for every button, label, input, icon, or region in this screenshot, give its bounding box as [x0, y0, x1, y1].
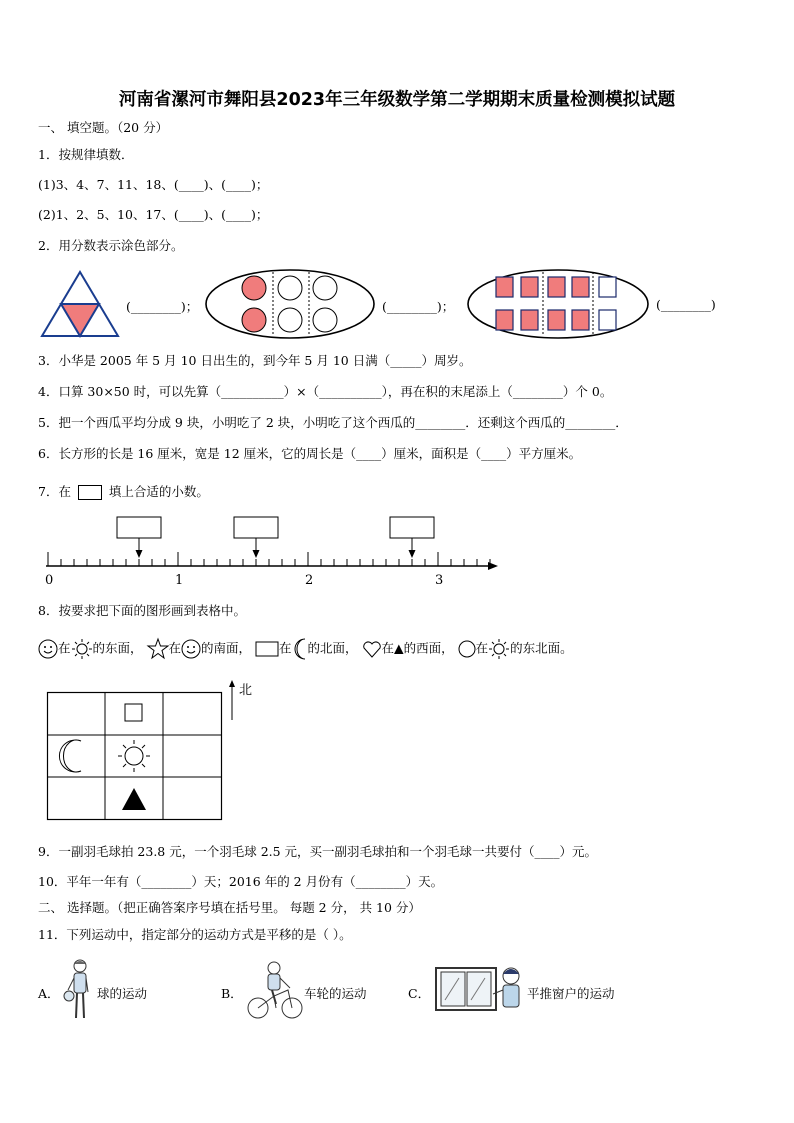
q8-grid [47, 692, 222, 820]
bicycle-icon [246, 960, 304, 1022]
q8-text-3: 在 [168, 640, 182, 656]
option-a-letter[interactable]: A． [38, 986, 60, 1001]
section-1-heading: 一、 填空题。（20 分） [38, 120, 169, 135]
circle-icon [458, 640, 476, 658]
q1-part-a: (1)3、4、7、11、18、(____)、(____)； [38, 177, 269, 192]
q8-text-9: 的东北面。 [510, 640, 573, 656]
q8-instructions [38, 638, 573, 660]
smiley-icon [38, 639, 58, 659]
pointer-arrowhead [409, 550, 416, 558]
q8-text-5: 在 [279, 640, 292, 656]
q7-number-line [38, 512, 508, 590]
option-a-text: 球的运动 [97, 986, 148, 1001]
q8-text-8: 在 [475, 640, 489, 656]
q2-blank-2: (________)； [382, 299, 455, 314]
q2-blank-1: (________)； [126, 299, 199, 314]
sun-icon [488, 638, 510, 660]
answer-box[interactable] [390, 517, 434, 538]
heart-icon [362, 640, 382, 658]
q2-squares-figure [466, 268, 650, 340]
pointer-arrowhead [253, 550, 260, 558]
rectangle-icon [255, 641, 279, 657]
q3: 3．小华是 2005 年 5 月 10 日出生的，到今年 5 月 10 日满（_____）周岁。 [38, 353, 472, 368]
option-b-text: 车轮的运动 [304, 986, 367, 1001]
star-icon [147, 638, 169, 660]
q8-stem: 8．按要求把下面的图形画到表格中。 [38, 603, 246, 618]
north-label: 北 [239, 683, 253, 698]
q2-stem: 2．用分数表示涂色部分。 [38, 238, 184, 253]
answer-box[interactable] [117, 517, 161, 538]
q9: 9．一副羽毛球拍 23.8 元，一个羽毛球 2.5 元，买一副羽毛球拍和一个羽毛球一共要付（____）元。 [38, 844, 598, 859]
q8-text-1: 在 [58, 640, 71, 656]
person-ball-icon [62, 958, 98, 1022]
pointer-arrowhead [136, 550, 143, 558]
q1-stem: 1．按规律填数． [38, 147, 134, 162]
sun-icon [71, 638, 93, 660]
q2-blank-3: (________) [656, 297, 716, 312]
tick-label: 3 [435, 573, 444, 588]
q2-circles-figure [204, 268, 376, 340]
q4: 4．口算 30×50 时，可以先算（__________）×（__________），再在积的末尾添上（________）个 0。 [38, 384, 613, 399]
q5: 5．把一个西瓜平均分成 9 块，小明吃了 2 块，小明吃了这个西瓜的________．还剩这个西瓜的________． [38, 415, 628, 430]
q7-stem [38, 484, 209, 500]
q8-text-2: 的东面， [92, 640, 143, 656]
tick-label: 2 [305, 573, 314, 588]
q8-text-7: 在▲的西面， [381, 640, 454, 656]
q8-text-4: 的南面， [201, 640, 252, 656]
q6: 6．长方形的长是 16 厘米，宽是 12 厘米，它的周长是（____）厘米，面积是（____）平方厘米。 [38, 446, 582, 461]
tick-label: 0 [45, 573, 54, 588]
option-c-text: 平推窗户的运动 [527, 986, 615, 1001]
option-c-letter[interactable]: C． [408, 986, 431, 1001]
q1-part-b: (2)1、2、5、10、17、(____)、(____)； [38, 207, 269, 222]
q7-box-icon [78, 485, 102, 500]
page-title: 河南省漯河市舞阳县2023年三年级数学第二学期期末质量检测模拟试题 [118, 90, 676, 110]
window-push-icon [435, 964, 527, 1014]
q8-text-6: 的北面， [307, 640, 358, 656]
north-arrow-icon [228, 680, 236, 720]
option-b-letter[interactable]: B． [221, 986, 243, 1001]
smiley-icon [181, 639, 201, 659]
q11-stem: 11．下列运动中，指定部分的运动方式是平移的是（ ）。 [38, 927, 352, 942]
moon-icon [292, 638, 308, 660]
section-2-heading: 二、 选择题。（把正确答案序号填在括号里。 每题 2 分， 共 10 分） [38, 900, 421, 915]
q10: 10．平年一年有（________）天；2016 年的 2 月份有（________）天。 [38, 874, 444, 889]
q7-stem-post: 填上合适的小数。 [108, 484, 209, 499]
q2-triangle-figure [40, 270, 120, 338]
answer-box[interactable] [234, 517, 278, 538]
tick-label: 1 [175, 573, 184, 588]
q7-stem-pre: 7．在 [38, 484, 71, 499]
